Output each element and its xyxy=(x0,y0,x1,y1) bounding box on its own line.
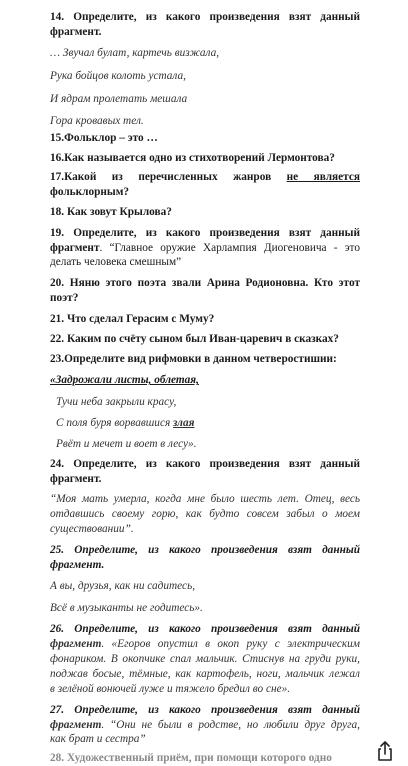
q27-quote-text: . “Они не были в родстве, но любили друг друга, xyxy=(101,719,360,731)
q24-heading: 24. Определите, из какого произведения взят данный xyxy=(50,458,360,470)
q24-quote-line2: отдавшись своему горю, как будто совсем забыл о моем xyxy=(50,508,360,520)
q27-fragment-word: фрагмент xyxy=(50,719,102,731)
q19-quote-text: . “Главное оружие Харлампия Диогеновича - это xyxy=(99,242,360,254)
q14-heading: 14. Определите, из какого произведения взят данный xyxy=(50,11,360,23)
q26-quote-text: . «Егоров опустил в окоп руку с электрическим xyxy=(101,638,360,650)
q20-line2: поэт? xyxy=(50,292,79,304)
q16: 16.Как называется одно из стихотворений Лермонтова? xyxy=(50,152,335,164)
q25-heading-tail: фрагмент. xyxy=(50,559,105,571)
q19-quote-line2: делать человека смешным” xyxy=(50,256,182,268)
q17-text: 17.Какой из перечисленных жанров xyxy=(50,171,287,183)
q23-poem-line3 xyxy=(56,415,366,431)
q17-line2: фольклорным? xyxy=(50,186,130,198)
q19-fragment-word: фрагмент xyxy=(50,242,100,254)
q26-line4: поджав босые, тёмные, как картофель, ноги, мальчик лежал xyxy=(50,668,360,680)
q26-line5: в зелёной вонючей луже и тяжело бредил во сне». xyxy=(50,683,291,695)
q23-poem-line2: Тучи неба закрыли красу, xyxy=(56,396,177,408)
q18: 18. Как зовут Крылова? xyxy=(50,206,172,218)
q19-heading: 19. Определите, из какого произведения взят данный xyxy=(50,227,360,239)
q24-heading-tail: фрагмент. xyxy=(50,473,102,485)
q17-not-underlined: не является xyxy=(286,171,360,183)
q26-line2 xyxy=(50,636,360,652)
q23-poem-line4: Рвёт и мечет и воет в лесу». xyxy=(56,438,197,450)
q14-poem-line: Гора кровавых тел. xyxy=(50,115,144,127)
q25-heading: 25. Определите, из какого произведения взят данный xyxy=(50,544,360,556)
q21: 21. Что сделал Герасим с Муму? xyxy=(50,313,215,325)
q24-quote-line1: “Моя мать умерла, когда мне было шесть лет. Отец, весь xyxy=(50,493,360,505)
q14-poem-line: Рука бойцов колоть устала, xyxy=(50,70,186,82)
q14-poem-line: … Звучал булат, картечь визжала, xyxy=(50,47,220,59)
q25-poem-line2: Всё в музыканты не годитесь». xyxy=(50,602,203,614)
q20-line1: 20. Няню этого поэта звали Арина Родионовна. Кто этот xyxy=(50,277,360,289)
q26-fragment-word: фрагмент xyxy=(50,638,102,650)
share-icon xyxy=(374,740,396,762)
q17-line1 xyxy=(50,169,360,185)
q23-poem-line1: «Задрожали листы, облетая, xyxy=(50,374,199,386)
q14-poem-line: И ядрам пролетать мешала xyxy=(50,93,188,105)
q25-poem-line1: А вы, друзья, как ни садитесь, xyxy=(50,580,196,592)
q23-poem-underlined-word: злая xyxy=(173,417,195,429)
q24-quote-line3: существовании”. xyxy=(50,523,134,535)
q23: 23.Определите вид рифмовки в данном четверостишии: xyxy=(50,353,337,365)
q23-poem-text: С поля буря ворвавшися xyxy=(56,417,174,429)
q15: 15.Фольклор – это … xyxy=(50,132,158,144)
q27-line3: как брат и сестра” xyxy=(50,733,146,745)
q28-line1: 28. Художественный приём, при помощи которого одно xyxy=(50,752,332,764)
q22: 22. Каким по счёту сыном был Иван-царевич в сказках? xyxy=(50,333,339,345)
q26-heading: 26. Определите, из какого произведения взят данный xyxy=(50,623,360,635)
q14-heading-tail: фрагмент. xyxy=(50,26,102,38)
q27-heading: 27. Определите, из какого произведения взят данный xyxy=(50,704,360,716)
q26-line3: фонариком. В окопчике спал мальчик. Стиснув на груди руки, xyxy=(50,653,360,665)
share-button[interactable] xyxy=(360,738,408,763)
